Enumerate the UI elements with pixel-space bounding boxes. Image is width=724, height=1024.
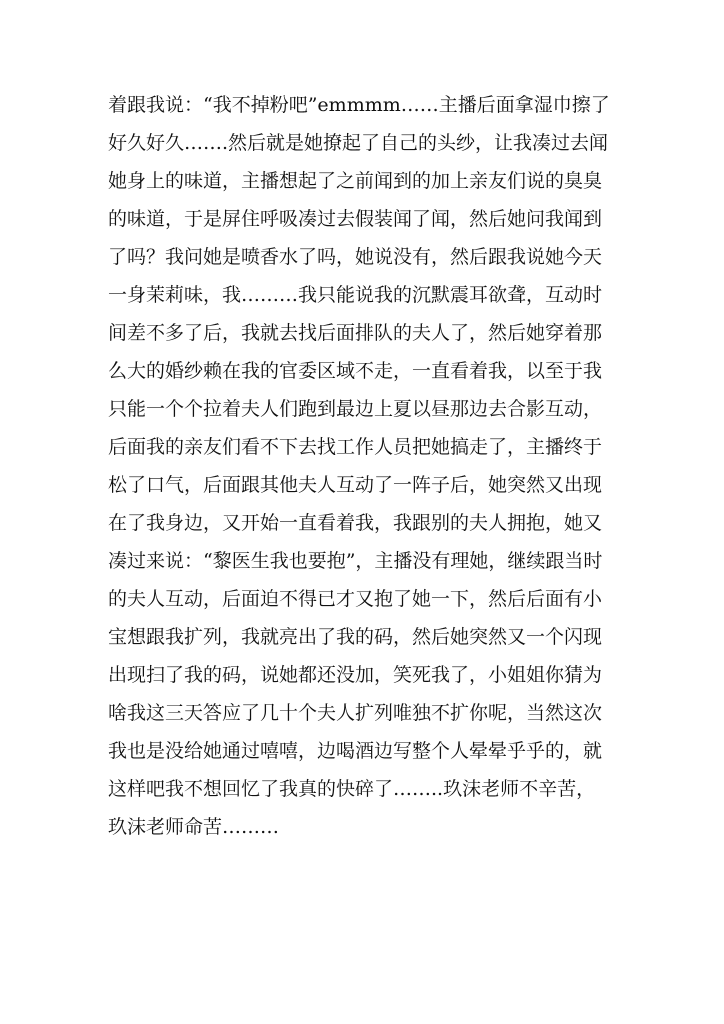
- text-line: 这样吧我不想回忆了我真的快碎了……..玖沫老师不辛苦，: [108, 778, 596, 800]
- text-line: 只能一个个拉着夫人们跑到最边上夏以昼那边去合影互动，: [108, 398, 603, 420]
- text-line: 玖沫老师命苦………: [108, 816, 280, 838]
- text-line: 凑过来说：“黎医生我也要抱”，主播没有理她，继续跟当时: [108, 550, 603, 572]
- text-line: 她身上的味道，主播想起了之前闻到的加上亲友们说的臭臭: [108, 170, 603, 192]
- text-line: 了吗？我问她是喷香水了吗，她说没有，然后跟我说她今天: [108, 246, 603, 268]
- text-line: 么大的婚纱赖在我的官委区域不走，一直看着我，以至于我: [108, 360, 603, 382]
- text-line: 间差不多了后，我就去找后面排队的夫人了，然后她穿着那: [108, 322, 603, 344]
- text-line: 我也是没给她通过嘻嘻，边喝酒边写整个人晕晕乎乎的，就: [108, 740, 603, 762]
- document-body: [108, 86, 628, 846]
- text-line: 一身茉莉味，我………我只能说我的沉默震耳欲聋，互动时: [108, 284, 603, 306]
- text-line: 着跟我说：“我不掉粉吧”emmmm……主播后面拿湿巾擦了: [108, 94, 610, 116]
- text-line: 的夫人互动，后面迫不得已才又抱了她一下，然后后面有小: [108, 588, 603, 610]
- text-line: 好久好久…….然后就是她撩起了自己的头纱，让我凑过去闻: [108, 132, 609, 154]
- text-line: 后面我的亲友们看不下去找工作人员把她搞走了，主播终于: [108, 436, 603, 458]
- text-line: 在了我身边，又开始一直看着我，我跟别的夫人拥抱，她又: [108, 512, 603, 534]
- text-line: 宝想跟我扩列，我就亮出了我的码，然后她突然又一个闪现: [108, 626, 603, 648]
- text-line: 的味道，于是屏住呼吸凑过去假装闻了闻，然后她问我闻到: [108, 208, 603, 230]
- text-line: 出现扫了我的码，说她都还没加，笑死我了，小姐姐你猜为: [108, 664, 603, 686]
- text-line: 啥我这三天答应了几十个夫人扩列唯独不扩你呢，当然这次: [108, 702, 603, 724]
- text-line: 松了口气，后面跟其他夫人互动了一阵子后，她突然又出现: [108, 474, 603, 496]
